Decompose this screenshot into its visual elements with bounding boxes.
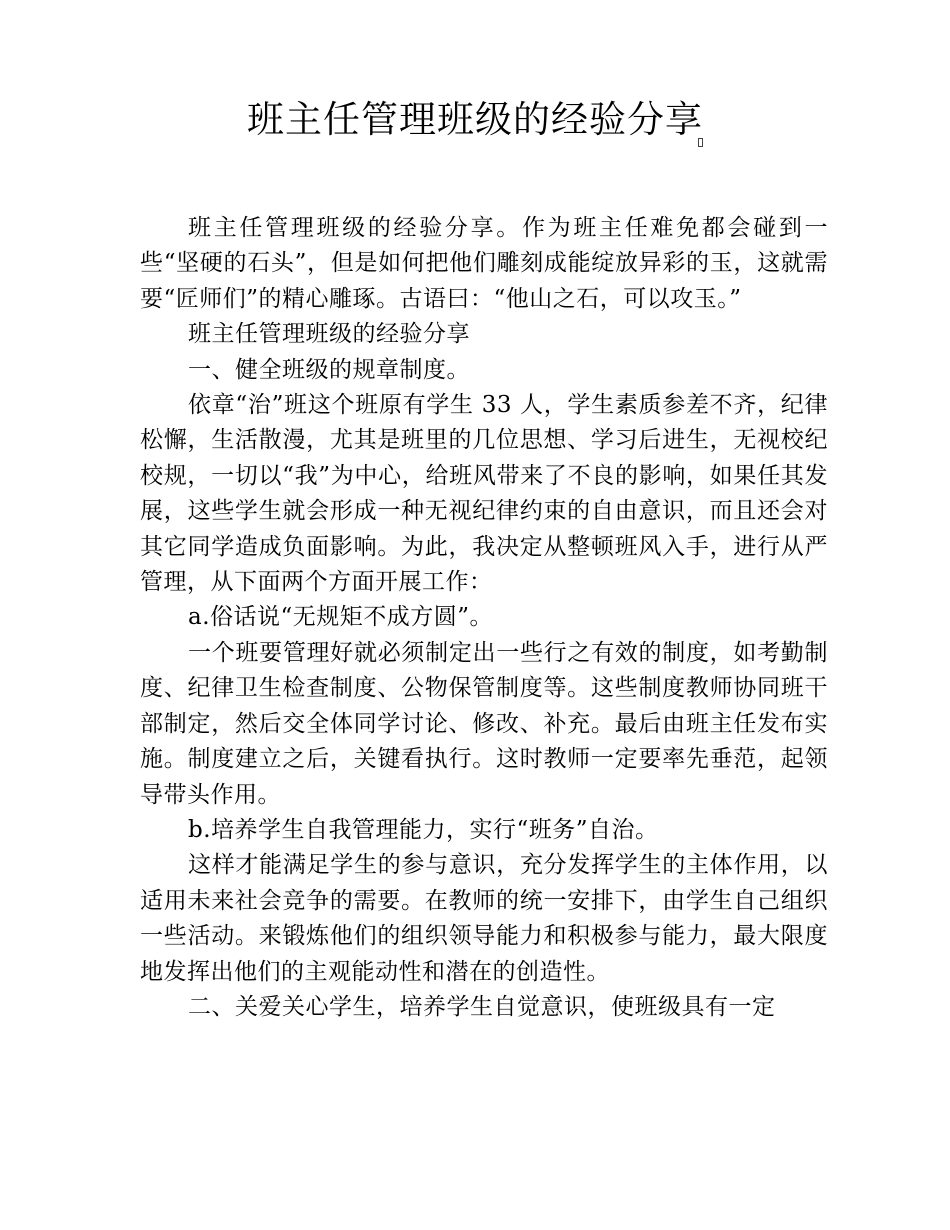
subheading-a: a.俗话说“无规矩不成方圆”。 [188,604,494,631]
document-title: 班主任管理班级的经验分享 [247,98,703,141]
document-body [140,211,828,1025]
paragraph-intro: 班主任管理班级的经验分享。作为班主任难免都会碰到一些“坚硬的石头”，但是如何把他们雕刻成能绽放异彩的玉，这就需要“匠师们”的精心雕琢。古语曰：“他山之石，可以攻玉。” [140,215,828,312]
paragraph-class-situation: 依章“治”班这个班原有学生 33 人，学生素质参差不齐，纪律松懈，生活散漫，尤其是班里的几位思想、学习后进生，无视校纪校规，一切以“我”为中心，给班风带来了不良的影响，如果任其发展，这些学生就会形成一种无视纪律约束的自由意识，而且还会对其它同学造成负面影响。为此，我决定从整顿班风入手，进行从严管理，从下面两个方面开展工作： [140,392,828,596]
paragraph-rules: 一个班要管理好就必须制定出一些行之有效的制度，如考勤制度、纪律卫生检查制度、公物保管制度等。这些制度教师协同班干部制定，然后交全体同学讨论、修改、补充。最后由班主任发布实施。制度建立之后，关键看执行。这时教师一定要率先垂范，起领导带头作用。 [140,639,828,808]
placeholder-glyph-icon [698,138,703,147]
paragraph-subtitle: 班主任管理班级的经验分享 [188,321,470,348]
paragraph-self-management: 这样才能满足学生的参与意识，充分发挥学生的主体作用，以适用未来社会竞争的需要。在教师的统一安排下，由学生自己组织一些活动。来锻炼他们的组织领导能力和积极参与能力，最大限度地发挥出他们的主观能动性和潜在的创造性。 [140,852,828,985]
subheading-b: b.培养学生自我管理能力，实行“班务”自治。 [188,816,659,843]
section-heading-2: 二、关爱关心学生，培养学生自觉意识，使班级具有一定 [188,993,776,1020]
section-heading-1: 一、健全班级的规章制度。 [188,356,470,383]
